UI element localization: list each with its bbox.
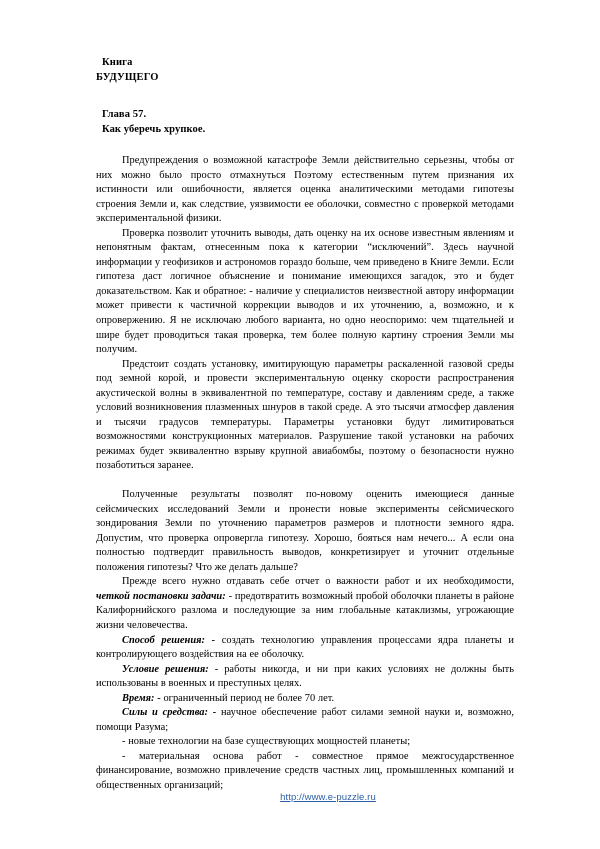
paragraph-8-rest: ограниченный период не более 70 лет. xyxy=(160,692,335,704)
paragraph-4: Полученные результаты позволят по-новому оценить имеющиеся данные сейсмических исследований Земли и пронести новые эксперименты сейсмического зондирования Земли по уточнению параметров размеров и плотности земного ядра. Допустим, что проверка опровергла гипотезу. Хорошо, бояться нам нечего... А если она полностью подтвердит правильность выводов, конкретизирует и уточнит отдельные положения гипотезы? Что же делать дальше? xyxy=(96,489,514,573)
paragraph-5-lead: Прежде всего нужно отдавать себе отчет о важности работ и их необходимости, xyxy=(122,576,514,588)
list-item-material-basis: - материальная основа работ - совместное прямое межгосударственное финансирование, возможно привлечение средств частных лиц, промышленных компаний и общественных организаций; xyxy=(96,750,514,791)
book-title xyxy=(96,56,514,85)
term-forces-and-means: Силы и средства: - xyxy=(122,707,217,719)
paragraph-6 xyxy=(96,634,514,663)
source-url-link[interactable]: http://www.e-puzzle.ru xyxy=(280,792,376,803)
term-time: Время: - xyxy=(122,692,161,704)
paragraph-5-rest: - предотвратить возможный пробой оболочки планеты в районе Калифорнийского разлома и последующие за ним глобальные катаклизмы, угрожающие жизни человечества. xyxy=(96,590,514,631)
document-content xyxy=(96,56,514,794)
paragraph-9-rest: научное обеспечение работ силами земной науки и, возможно, помощи Разума; xyxy=(96,707,514,733)
paragraph-5 xyxy=(96,575,514,633)
term-solution-method: Способ решения: - xyxy=(122,634,216,646)
book-title-line-2: БУДУЩЕГО xyxy=(96,71,159,83)
paragraph-1: Предупреждения о возможной катастрофе Земли действительно серьезны, чтобы от них можно было просто отмахнуться Поэтому естественным путем признания их истинности или ошибочности, является оценка аналитическими методами гипотезы строения Земли и, как следствие, уязвимости ее оболочки, совместно с проверкой методами экспериментальной физики. xyxy=(96,155,514,225)
list-item-new-technologies: - новые технологии на базе существующих мощностей планеты; xyxy=(122,736,411,748)
paragraph-7 xyxy=(96,663,514,692)
term-solution-condition: Условие решения: xyxy=(122,663,209,675)
book-title-line-1: Книга xyxy=(102,57,133,68)
paragraph-3: Предстоит создать установку, имитирующую параметры раскаленной газовой среды под земной корой, и провести экспериментальную оценку скорости распространения акустической волны в эквивалентной по температуре, составу и давлениям среде, а также условий возникновения плазменных шнуров в такой среде. А это тысячи атмосфер давления и тысячи градусов температуры. Параметры установки будут лимитироваться возможностями конструкционных материалов. Разрушение такой установки на рабочих режимах будет эквивалентно взрыву крупной авиабомбы, поэтому о безопасности нужно позаботиться заранее. xyxy=(96,358,514,472)
paragraph-8 xyxy=(96,692,514,707)
term-task-statement: четкой постановки задачи: xyxy=(96,590,226,602)
paragraph-9 xyxy=(96,706,514,735)
chapter-number: Глава 57. xyxy=(102,109,147,120)
paragraph-7-rest: - работы никогда, и ни при каких условиях не должны быть использованы в военных и преступных целях. xyxy=(96,663,514,690)
paragraph-2: Проверка позволит уточнить выводы, дать оценку на их основе известным явлениям и непонятным фактам, отнесенным пока к категории “исключений”. Здесь научной информации у геофизиков и астрономов гораздо больше, чем приведено в Книге Земли. Если гипотеза даст логичное объяснение и понимание имеющихся загадок, это и будет доказательством. Как и обратное: - наличие у специалистов неизвестной автору информации может привести к частичной коррекции выводов и их уточнению, а, возможно, и к опровержению. Я не исключаю любого варианта, но одно неоспоримо: чем тщательней и шире будет проводиться такая проверка, тем более полную картину строения Земли мы получим. xyxy=(96,227,514,356)
footer xyxy=(0,787,600,805)
chapter-heading xyxy=(96,107,514,137)
paragraph-6-rest: создать технологию управления процессами ядра планеты и контролирующего воздействия на ее оболочку. xyxy=(96,634,514,661)
chapter-title: Как уберечь хрупкое. xyxy=(102,124,206,135)
